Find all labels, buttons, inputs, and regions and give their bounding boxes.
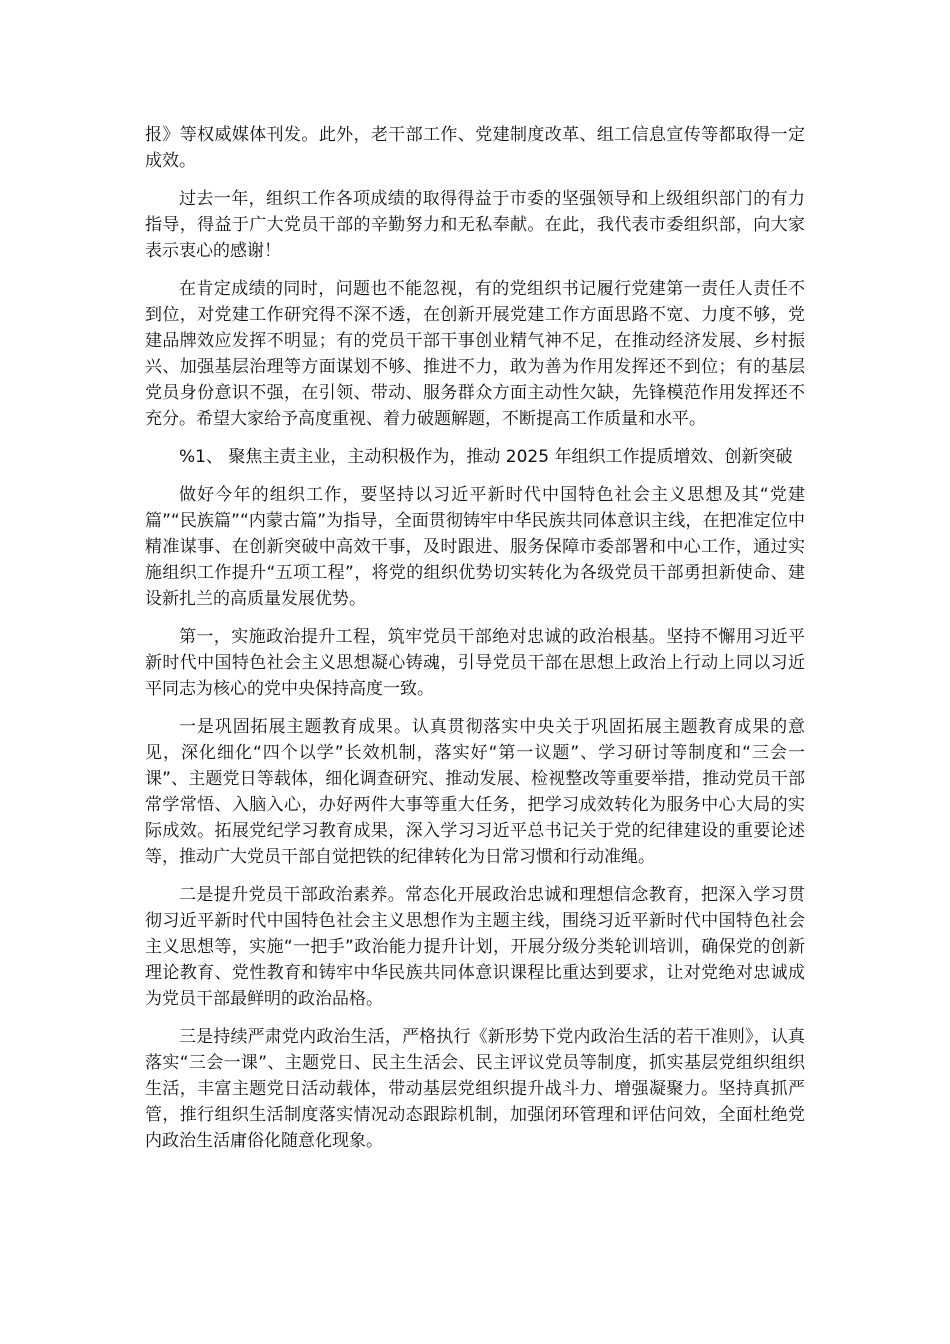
paragraph-item-two: 二是提升党员干部政治素养。常态化开展政治忠诚和理想信念教育，把深入学习贯彻习近平新时代中国特色社会主义思想作为主题主线，围绕习近平新时代中国特色社会主义思想等，实施“一把手”政治能力提升计划，开展分级分类轮训培训，确保党的创新理论教育、党性教育和铸牢中华民族共同体意识课程比重达到要求，让对党绝对忠诚成为党员干部最鲜明的政治品格。 bbox=[145, 885, 805, 1009]
paragraph-first-project: 第一，实施政治提升工程，筑牢党员干部绝对忠诚的政治根基。坚持不懈用习近平新时代中国特色社会主义思想凝心铸魂，引导党员干部在思想上政治上行动上同以习近平同志为核心的党中央保持高度一致。 bbox=[145, 627, 805, 699]
paragraph-item-one: 一是巩固拓展主题教育成果。认真贯彻落实中央关于巩固拓展主题教育成果的意见，深化细化“四个以学”长效机制，落实好“第一议题”、学习研讨等制度和“三会一课”、主题党日等载体，细化调查研究、推动发展、检视整改等重要举措，推动党员干部常学常悟、入脑入心，办好两件大事等重大任务，把学习成效转化为服务中心大局的实际成效。拓展党纪学习教育成果，深入学习习近平总书记关于党的纪律建设的重要论述等，推动广大党员干部自觉把铁的纪律转化为日常习惯和行动准绳。 bbox=[145, 717, 805, 867]
document-body bbox=[145, 122, 805, 1166]
section-heading: %1、 聚焦主责主业，主动积极作为，推动 2025 年组织工作提质增效、创新突破 bbox=[179, 447, 793, 467]
paragraph-item-three: 三是持续严肃党内政治生活，严格执行《新形势下党内政治生活的若干准则》，认真落实“三会一课”、主题党日、民主生活会、民主评议党员等制度，抓实基层党组织组织生活，丰富主题党日活动载体，带动基层党组织提升战斗力、增强凝聚力。坚持真抓严管，推行组织生活制度落实情况动态跟踪机制，加强闭环管理和评估问效，全面杜绝党内政治生活庸俗化随意化现象。 bbox=[145, 1027, 805, 1151]
paragraph-problems: 在肯定成绩的同时，问题也不能忽视，有的党组织书记履行党建第一责任人责任不到位，对党建工作研究得不深不透，在创新开展党建工作方面思路不宽、力度不够，党建品牌效应发挥不明显；有的党员干部干事创业精气神不足，在推动经济发展、乡村振兴、加强基层治理等方面谋划不够、推进不力，敢为善为作用发挥还不到位；有的基层党员身份意识不强，在引领、带动、服务群众方面主动性欠缺，先锋模范作用发挥还不充分。希望大家给予高度重视、着力破题解题，不断提高工作质量和水平。 bbox=[145, 279, 805, 429]
paragraph-continuation: 报》等权威媒体刊发。此外，老干部工作、党建制度改革、组工信息宣传等都取得一定成效。 bbox=[145, 125, 805, 171]
paragraph-thanks: 过去一年，组织工作各项成绩的取得得益于市委的坚强领导和上级组织部门的有力指导，得益于广大党员干部的辛勤努力和无私奉献。在此，我代表市委组织部，向大家表示衷心的感谢！ bbox=[145, 189, 805, 261]
paragraph-guidance: 做好今年的组织工作，要坚持以习近平新时代中国特色社会主义思想及其“党建篇”“民族篇”“内蒙古篇”为指导，全面贯彻铸牢中华民族共同体意识主线，在把准定位中精准谋事、在创新突破中高效干事，及时跟进、服务保障市委部署和中心工作，通过实施组织工作提升“五项工程”，将党的组织优势切实转化为各级党员干部勇担新使命、建设新扎兰的高质量发展优势。 bbox=[145, 485, 805, 609]
